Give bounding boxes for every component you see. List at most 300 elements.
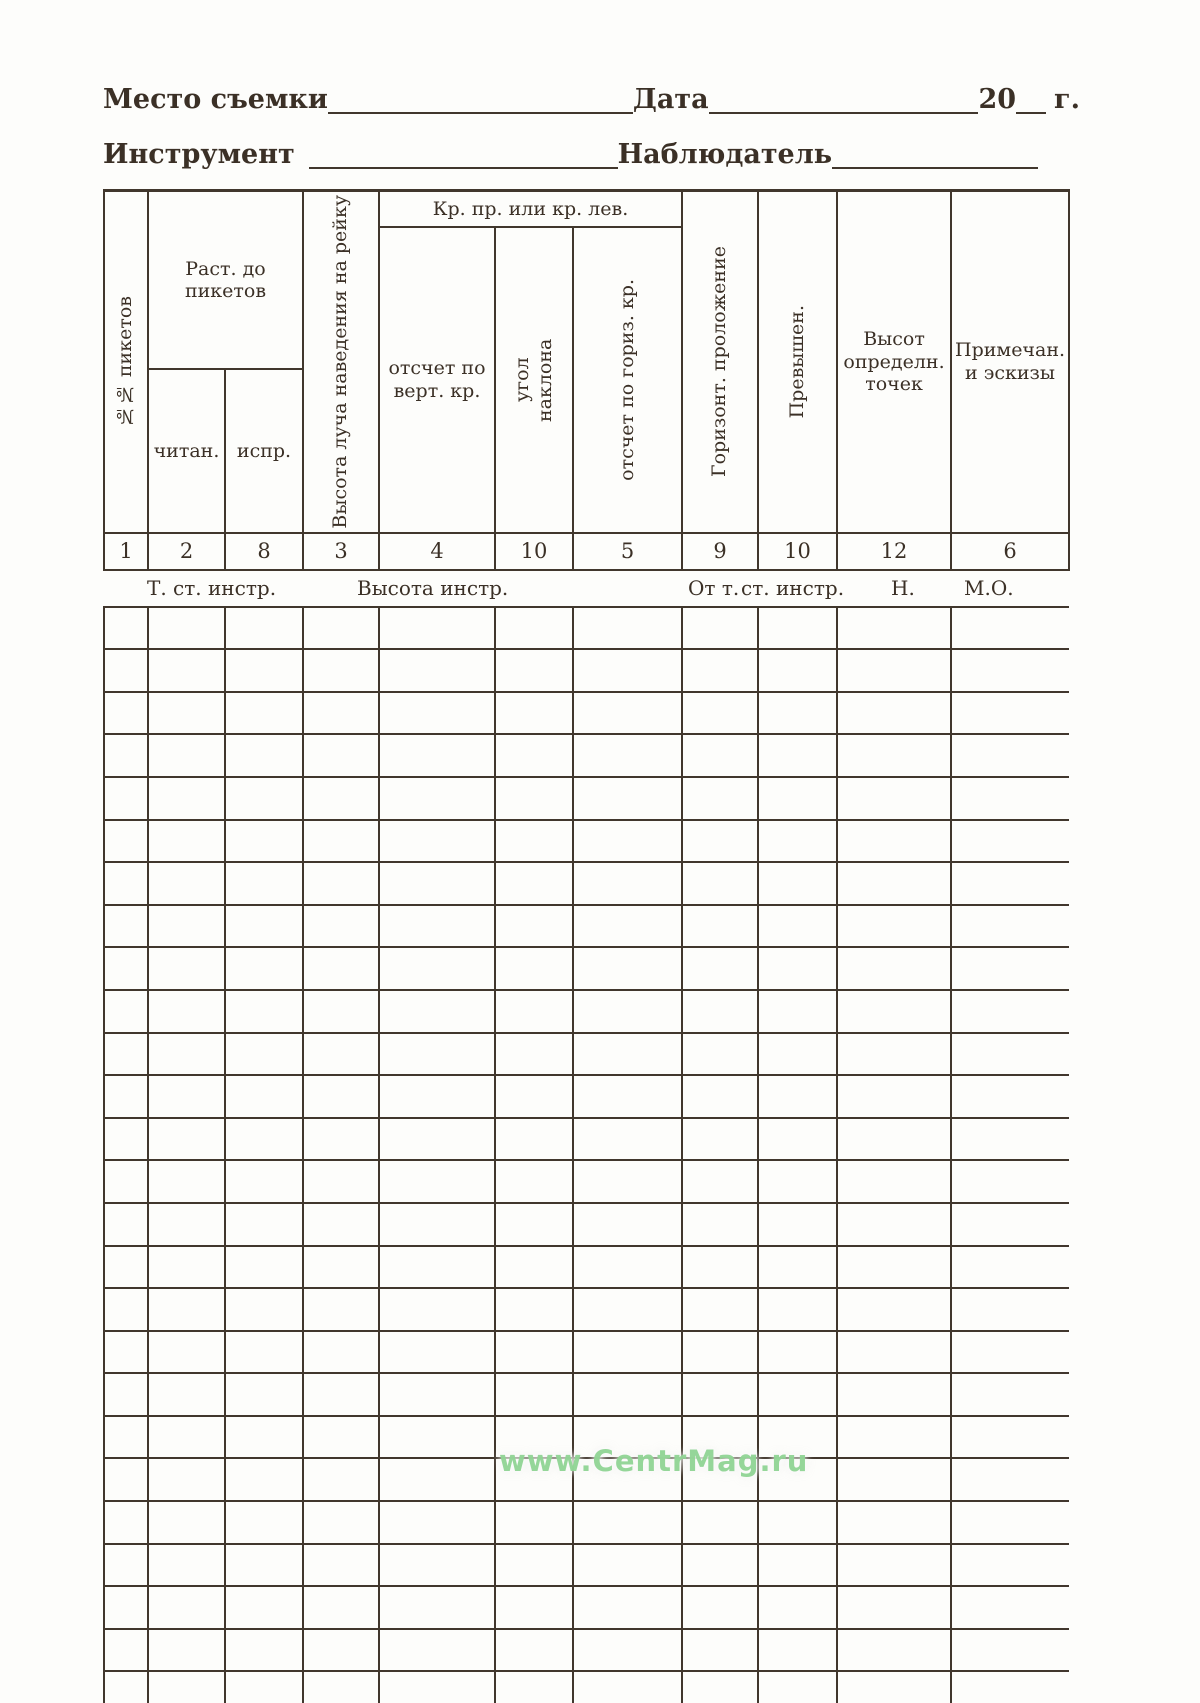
empty-cell — [379, 734, 495, 777]
table-body — [104, 607, 1069, 1703]
empty-cell — [837, 990, 951, 1033]
empty-cell — [495, 1203, 573, 1246]
empty-cell — [104, 947, 148, 990]
empty-cell — [303, 1331, 379, 1374]
empty-cell — [573, 1629, 682, 1672]
empty-cell — [148, 862, 225, 905]
empty-cell — [837, 607, 951, 650]
empty-cell — [951, 1246, 1069, 1289]
empty-cell — [951, 905, 1069, 948]
station-label-h: Н. — [891, 576, 915, 601]
empty-cell — [148, 1373, 225, 1416]
empty-cell — [495, 649, 573, 692]
empty-cell — [951, 1118, 1069, 1161]
empty-cell — [225, 1416, 303, 1459]
empty-cell — [682, 1033, 758, 1076]
empty-cell — [758, 1246, 837, 1289]
empty-cell — [225, 1629, 303, 1672]
col-group-circle-right-or-left: Кр. пр. или кр. лев. — [379, 191, 682, 227]
empty-row — [104, 905, 1069, 948]
empty-cell — [148, 1586, 225, 1629]
station-label-t: Т. — [147, 576, 167, 601]
empty-cell — [104, 1246, 148, 1289]
empty-cell — [758, 905, 837, 948]
empty-cell — [379, 1331, 495, 1374]
empty-cell — [148, 905, 225, 948]
empty-row — [104, 1544, 1069, 1587]
empty-cell — [495, 1033, 573, 1076]
empty-cell — [104, 1416, 148, 1459]
empty-cell — [837, 1288, 951, 1331]
empty-cell — [104, 862, 148, 905]
empty-cell — [104, 1118, 148, 1161]
empty-cell — [104, 1629, 148, 1672]
empty-cell — [682, 1118, 758, 1161]
empty-cell — [951, 1671, 1069, 1703]
empty-cell — [495, 862, 573, 905]
empty-cell — [758, 1288, 837, 1331]
empty-cell — [303, 777, 379, 820]
empty-cell — [225, 990, 303, 1033]
empty-cell — [104, 1160, 148, 1203]
empty-cell — [104, 1331, 148, 1374]
form-header-line-2 — [103, 131, 1080, 169]
empty-cell — [682, 649, 758, 692]
empty-cell — [758, 1629, 837, 1672]
empty-cell — [951, 1160, 1069, 1203]
empty-cell — [951, 1586, 1069, 1629]
empty-cell — [837, 905, 951, 948]
empty-cell — [682, 1288, 758, 1331]
empty-cell — [379, 1671, 495, 1703]
col-header-picket-numbers: №№ пикетов — [104, 191, 148, 533]
empty-cell — [225, 1373, 303, 1416]
empty-cell — [951, 777, 1069, 820]
empty-cell — [148, 1501, 225, 1544]
empty-cell — [148, 1075, 225, 1118]
empty-cell — [495, 1288, 573, 1331]
empty-cell — [837, 1160, 951, 1203]
empty-cell — [495, 1246, 573, 1289]
empty-cell — [303, 1629, 379, 1672]
empty-cell — [951, 1203, 1069, 1246]
empty-cell — [379, 1373, 495, 1416]
empty-cell — [148, 607, 225, 650]
empty-cell — [951, 649, 1069, 692]
empty-cell — [148, 777, 225, 820]
empty-cell — [225, 1203, 303, 1246]
col-header-notes-sketches: Примечан. и эскизы — [951, 191, 1069, 533]
empty-row — [104, 1246, 1069, 1289]
station-label-instrument-station: ст. инстр. — [173, 576, 277, 601]
empty-cell — [379, 820, 495, 863]
column-numbers-row — [104, 533, 1069, 570]
empty-cell — [682, 734, 758, 777]
empty-cell — [303, 1203, 379, 1246]
column-number: 10 — [758, 533, 837, 570]
empty-row — [104, 734, 1069, 777]
observer-fill-in-line — [832, 161, 1038, 169]
empty-cell — [682, 862, 758, 905]
empty-row — [104, 692, 1069, 735]
date-label: Дата — [632, 84, 709, 116]
empty-cell — [837, 1629, 951, 1672]
empty-cell — [951, 1629, 1069, 1672]
empty-cell — [495, 1544, 573, 1587]
empty-cell — [837, 734, 951, 777]
empty-cell — [379, 649, 495, 692]
empty-row — [104, 1118, 1069, 1161]
empty-cell — [379, 692, 495, 735]
empty-cell — [682, 1671, 758, 1703]
empty-cell — [379, 1075, 495, 1118]
empty-row — [104, 1501, 1069, 1544]
empty-cell — [495, 1586, 573, 1629]
empty-cell — [573, 862, 682, 905]
empty-cell — [225, 1033, 303, 1076]
instrument-fill-in-line — [309, 161, 618, 169]
empty-cell — [682, 990, 758, 1033]
empty-cell — [573, 1203, 682, 1246]
empty-cell — [303, 1671, 379, 1703]
empty-cell — [573, 734, 682, 777]
empty-cell — [148, 692, 225, 735]
empty-cell — [682, 1075, 758, 1118]
empty-cell — [837, 1246, 951, 1289]
empty-cell — [682, 1544, 758, 1587]
column-number: 12 — [837, 533, 951, 570]
empty-cell — [495, 734, 573, 777]
empty-cell — [303, 692, 379, 735]
empty-cell — [837, 1544, 951, 1587]
empty-row — [104, 1373, 1069, 1416]
empty-cell — [837, 1075, 951, 1118]
col-header-point-heights: Высот определн. точек — [837, 191, 951, 533]
empty-cell — [225, 1288, 303, 1331]
empty-cell — [682, 1629, 758, 1672]
empty-cell — [104, 1033, 148, 1076]
empty-cell — [148, 947, 225, 990]
empty-cell — [303, 1033, 379, 1076]
empty-row — [104, 1671, 1069, 1703]
empty-cell — [303, 947, 379, 990]
empty-cell — [682, 607, 758, 650]
empty-cell — [682, 1331, 758, 1374]
empty-cell — [951, 1033, 1069, 1076]
empty-cell — [951, 862, 1069, 905]
col-header-horizontal-distance: Горизонт. проложение — [682, 191, 758, 533]
empty-cell — [951, 692, 1069, 735]
empty-cell — [225, 1544, 303, 1587]
empty-cell — [225, 734, 303, 777]
empty-cell — [682, 1246, 758, 1289]
empty-cell — [758, 990, 837, 1033]
empty-cell — [225, 1160, 303, 1203]
empty-cell — [379, 905, 495, 948]
empty-cell — [225, 1246, 303, 1289]
empty-cell — [104, 820, 148, 863]
empty-cell — [682, 1203, 758, 1246]
empty-cell — [379, 1629, 495, 1672]
empty-row — [104, 1075, 1069, 1118]
empty-cell — [758, 1671, 837, 1703]
empty-cell — [104, 1288, 148, 1331]
empty-cell — [758, 1160, 837, 1203]
empty-cell — [573, 1501, 682, 1544]
empty-cell — [837, 1416, 951, 1459]
empty-cell — [837, 862, 951, 905]
empty-cell — [303, 1586, 379, 1629]
empty-cell — [303, 1544, 379, 1587]
empty-cell — [379, 1544, 495, 1587]
empty-row — [104, 1033, 1069, 1076]
empty-cell — [303, 1160, 379, 1203]
empty-cell — [495, 905, 573, 948]
empty-cell — [495, 1075, 573, 1118]
empty-cell — [573, 990, 682, 1033]
empty-cell — [225, 1075, 303, 1118]
col-header-horizontal-circle-reading: отсчет по гориз. кр. — [573, 227, 682, 533]
empty-cell — [303, 990, 379, 1033]
empty-cell — [148, 1203, 225, 1246]
empty-cell — [225, 692, 303, 735]
empty-cell — [148, 1160, 225, 1203]
empty-cell — [148, 1246, 225, 1289]
empty-cell — [495, 990, 573, 1033]
empty-cell — [303, 1501, 379, 1544]
empty-row — [104, 990, 1069, 1033]
empty-cell — [303, 1118, 379, 1161]
empty-cell — [573, 1671, 682, 1703]
empty-cell — [682, 1501, 758, 1544]
empty-cell — [495, 1671, 573, 1703]
empty-cell — [379, 947, 495, 990]
empty-cell — [379, 777, 495, 820]
empty-cell — [225, 607, 303, 650]
empty-cell — [104, 1203, 148, 1246]
empty-cell — [682, 1160, 758, 1203]
station-label-instrument-station-2: ст. инстр. — [741, 576, 845, 601]
empty-cell — [104, 1671, 148, 1703]
empty-cell — [303, 607, 379, 650]
empty-cell — [758, 1331, 837, 1374]
empty-cell — [758, 1075, 837, 1118]
col-header-vertical-circle-reading: отсчет по верт. кр. — [379, 227, 495, 533]
empty-cell — [104, 1373, 148, 1416]
empty-cell — [495, 692, 573, 735]
empty-row — [104, 820, 1069, 863]
empty-cell — [225, 862, 303, 905]
empty-cell — [495, 947, 573, 990]
empty-cell — [758, 1501, 837, 1544]
empty-cell — [379, 1416, 495, 1459]
observer-label: Наблюдатель — [617, 139, 833, 171]
empty-cell — [303, 1373, 379, 1416]
empty-cell — [104, 692, 148, 735]
empty-cell — [758, 1586, 837, 1629]
empty-cell — [837, 1118, 951, 1161]
empty-cell — [104, 1501, 148, 1544]
empty-cell — [951, 1331, 1069, 1374]
empty-cell — [495, 1373, 573, 1416]
empty-cell — [495, 1501, 573, 1544]
empty-cell — [837, 1671, 951, 1703]
empty-cell — [837, 1586, 951, 1629]
empty-cell — [148, 1544, 225, 1587]
empty-cell — [837, 692, 951, 735]
year-prefix: 20 — [978, 84, 1017, 116]
empty-cell — [573, 692, 682, 735]
empty-row — [104, 1288, 1069, 1331]
empty-cell — [225, 777, 303, 820]
year-suffix: г. — [1054, 84, 1080, 116]
table-header — [104, 191, 1069, 607]
empty-cell — [104, 1075, 148, 1118]
col-header-inclination-angle: угол наклона — [495, 227, 573, 533]
empty-cell — [148, 1033, 225, 1076]
empty-cell — [148, 1331, 225, 1374]
empty-cell — [573, 1118, 682, 1161]
form-header-line-1 — [103, 76, 1080, 114]
empty-cell — [758, 947, 837, 990]
empty-cell — [379, 1501, 495, 1544]
empty-cell — [379, 1246, 495, 1289]
column-number: 4 — [379, 533, 495, 570]
empty-cell — [951, 1075, 1069, 1118]
col-group-distance-to-pickets: Раст. до пикетов — [148, 191, 303, 370]
empty-cell — [148, 820, 225, 863]
empty-cell — [495, 1118, 573, 1161]
empty-cell — [104, 607, 148, 650]
empty-cell — [379, 1288, 495, 1331]
column-number: 5 — [573, 533, 682, 570]
col-header-corrected-distance: испр. — [225, 369, 303, 532]
empty-cell — [951, 1501, 1069, 1544]
empty-cell — [758, 1203, 837, 1246]
empty-row — [104, 947, 1069, 990]
station-label-mo: М.О. — [964, 576, 1014, 601]
empty-cell — [303, 1288, 379, 1331]
empty-cell — [225, 905, 303, 948]
empty-cell — [148, 1416, 225, 1459]
empty-cell — [758, 1118, 837, 1161]
empty-cell — [148, 1288, 225, 1331]
empty-cell — [225, 1458, 303, 1501]
empty-cell — [837, 649, 951, 692]
empty-cell — [148, 1629, 225, 1672]
column-number: 8 — [225, 533, 303, 570]
instrument-label: Инструмент — [103, 139, 295, 171]
empty-cell — [837, 777, 951, 820]
empty-row — [104, 607, 1069, 650]
empty-cell — [837, 1033, 951, 1076]
empty-cell — [225, 1118, 303, 1161]
column-number: 3 — [303, 533, 379, 570]
empty-row — [104, 1203, 1069, 1246]
empty-cell — [303, 1075, 379, 1118]
empty-row — [104, 1160, 1069, 1203]
empty-cell — [104, 734, 148, 777]
date-fill-in-line — [709, 106, 979, 114]
empty-cell — [379, 1160, 495, 1203]
column-number: 6 — [951, 533, 1069, 570]
empty-cell — [225, 1671, 303, 1703]
empty-cell — [573, 905, 682, 948]
empty-cell — [951, 1373, 1069, 1416]
empty-cell — [837, 1458, 951, 1501]
empty-cell — [951, 1416, 1069, 1459]
empty-cell — [682, 1373, 758, 1416]
empty-cell — [758, 1373, 837, 1416]
empty-cell — [837, 820, 951, 863]
col-header-read-distance: читан. — [148, 369, 225, 532]
empty-cell — [379, 1586, 495, 1629]
empty-cell — [758, 862, 837, 905]
station-label-from-point: От т. — [688, 576, 740, 601]
station-info-cell — [104, 570, 1069, 607]
place-label: Место съемки — [103, 84, 328, 116]
empty-cell — [758, 1033, 837, 1076]
header-row-1 — [104, 191, 1069, 227]
empty-cell — [951, 1288, 1069, 1331]
empty-cell — [303, 1416, 379, 1459]
col-header-sight-ray-height: Высота луча наведения на рейку — [303, 191, 379, 533]
empty-cell — [758, 692, 837, 735]
empty-cell — [225, 820, 303, 863]
empty-cell — [682, 905, 758, 948]
empty-cell — [758, 777, 837, 820]
empty-cell — [104, 649, 148, 692]
empty-cell — [104, 777, 148, 820]
empty-cell — [148, 734, 225, 777]
watermark: www.CentrMag.ru — [499, 1444, 809, 1478]
empty-cell — [495, 1331, 573, 1374]
station-label-instrument-height: Высота инстр. — [357, 576, 509, 601]
year-fill-in-line — [1016, 106, 1046, 114]
empty-cell — [573, 947, 682, 990]
empty-cell — [573, 607, 682, 650]
empty-cell — [104, 905, 148, 948]
empty-cell — [951, 990, 1069, 1033]
empty-cell — [837, 1373, 951, 1416]
place-fill-in-line — [328, 106, 633, 114]
empty-cell — [379, 1458, 495, 1501]
empty-cell — [951, 1544, 1069, 1587]
empty-row — [104, 777, 1069, 820]
empty-cell — [573, 820, 682, 863]
empty-cell — [495, 1629, 573, 1672]
empty-cell — [379, 1203, 495, 1246]
empty-cell — [148, 1671, 225, 1703]
empty-cell — [573, 1373, 682, 1416]
empty-cell — [104, 1586, 148, 1629]
empty-cell — [104, 1458, 148, 1501]
empty-cell — [682, 1586, 758, 1629]
empty-cell — [225, 649, 303, 692]
empty-cell — [837, 1331, 951, 1374]
empty-cell — [303, 905, 379, 948]
column-number: 10 — [495, 533, 573, 570]
empty-cell — [951, 820, 1069, 863]
empty-cell — [573, 1075, 682, 1118]
empty-cell — [573, 1160, 682, 1203]
empty-cell — [148, 1458, 225, 1501]
empty-cell — [303, 820, 379, 863]
empty-cell — [573, 777, 682, 820]
empty-cell — [573, 1331, 682, 1374]
column-number: 2 — [148, 533, 225, 570]
empty-cell — [148, 990, 225, 1033]
